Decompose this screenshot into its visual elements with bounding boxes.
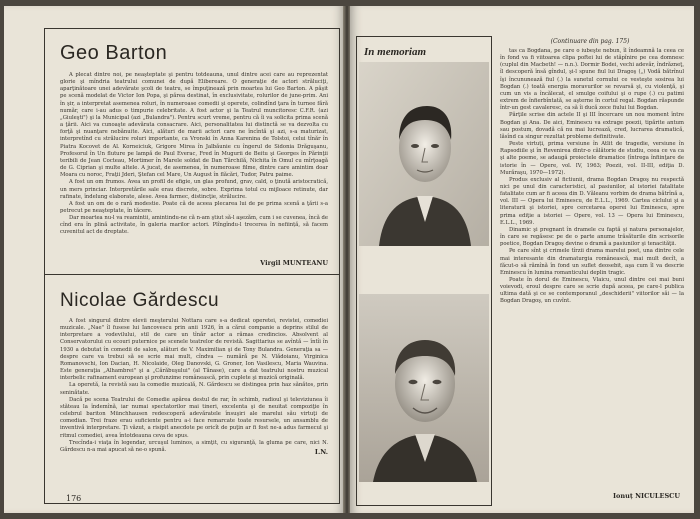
paragraph: tas ca Bogdana, pe care o iubeşte nebun, îl îndeamnă la ceea ce în fond va fi viitoarea clipa poftei lui de stăpînire pe cea domnesc (cuplul din Macbeth! — n.n.). Dormir Bodei, vechi adevăr, îndrăzneţ, îl descoperă însă gîndul, şi-l spune fiul lui Dragoş („) Vodă bătrînul îşi încununează fiul (.) la sunetul cornului ce vesteşte sosirea lui Bogdan (.) toată energia moravurilor se revarsă şi, cu violenţă, şi cum un vis a încălecat, el smulge coifului şi o rupe (.) cu patimi extrem de înfierbîntată, se aşterne în cortul regal. Bogdan răspunde într-un gest cavaleresc, ca să îi ducă zece fiului lui Bogdan. <box>500 48 684 112</box>
paragraph: A plecat dintre noi, pe neaşteptate şi pentru totdeauna, unul dintre acei care au reprezentat glorie şi mîndria teatrului comunei de după Elibereare. O generaţie de actori străluciţi, aparţinătoare unei adevărate şcoli de teatru, se împuţinează prin moartea lui Geo Barton. A păşit pe scenă modelat de Victor Ion Popa, şi părea destinat, în exclusivitate, rolurilor de june-prim. Ani în şir, a interpretat asemenea roluri, în numeroase comedii şi operete, colindînd ţara în turnee fără număr, care i-au adus o timpurie celebritate. A fost actor şi la Teatrul muncitoresc C.F.R. (azi „Giuleşti") şi la Municipal (azi „Bulandra"). Pentru scurt vreme, pentru că îi va solicita prima scenă a ţării. Aici va cunoaşte adevărata consacrare. Aici, personalitatea lui distinctă se va dezvolta cu forţă şi nuanţare nebănuite. Aici, alături de marii actori care ne încîntă şi azi, s-a maturizat, interpretînd cu strălucire roluri importante, ca Vronski în Anna Karenina de Tolstoi, celui tînăr în Piatra Kocovet de Al. Korneiciuk, Grigore Mirea în Jalbăunie cu îngerul de Sidonia Drăguşanu, Profesorul în Un fluture pe lampă de Paul Everac, Fred în Mugurii de Beitu şi Georges în Părinţii teribili de Jean Cocteau, Mortimer în Marele soldat de Dan Tărchilă, Nichita în Omul cu mîrţoagă de G. Ciprian şi multe altele. A jucat, de asemenea, în numeroase filme, dintre care amintim doar Moara cu noroc, Fraţii Jderi, Ştefan cel Mare, Un August în flăcări, Tudor, Patru paime. <box>60 72 328 179</box>
left-page <box>4 6 344 513</box>
article-continuation-text <box>500 48 684 472</box>
gardescu-author: I.N. <box>314 448 328 456</box>
paragraph: A fost un om frumos. Avea un profil de efigie, un glas profund, grav, cald, o ţinută aristocratică, un mers princiar. Interpretările sale erau discrete, sobre. Exprima totul cu mijloace retinute, dar rafinate, îndelung elaborate, alese. Avea farmec, distincţie, strălucire. <box>60 179 328 200</box>
paragraph: Dinamic şi pregnant în dramele cu faptă şi natura personajelor, în care se regăsesc pe de o parte anume trăsăturile din scrisorile poetice, Bogdan Dragoş devine o dramă a pasiunilor şi tenacităţii. <box>500 226 684 248</box>
paragraph: Trecînda-i viaţa în legendar, urcuşul luminos, a simţit, cu siguranţă, la gluma pe care, nici N. Gărdescu n-a mai apucat să ne-o spună. <box>60 439 328 453</box>
in-memoriam-heading: In memoriam <box>364 46 427 58</box>
paragraph: Pe care sînt şi crimele tîrzii drama marelui poet, una dintre cele mai interesante din dramaturgia românească, mai mult decît, a făcut-o să rămînă în fond un suflet deosebit, aşa cum îl va descrie Eminescu în lumina romanticului deplin tragic. <box>500 248 684 276</box>
geo-barton-text <box>60 72 328 256</box>
gardescu-title: Nicolae Gărdescu <box>60 290 220 311</box>
gardescu-text <box>60 318 328 453</box>
geo-barton-title: Geo Barton <box>60 42 168 64</box>
continuation-author: Ionuț NICULESCU <box>613 492 680 500</box>
geo-barton-author: Virgil MUNTEANU <box>260 259 328 267</box>
paragraph: Peste virtuți, prima versiune în Atlit de tragedie, versiune în Rapsodiile şi în Revenirea dintr-o călătorie de studiu, ceea ce va ca şi alte poeme, se adaugă proiectele dramatice (întrega înfiinţare de istorie în — Opere, vol. IV, 1963; Poezii, vol. II-III, ediţia D. Murăraşu, 1970—1972). <box>500 141 684 176</box>
page-number: 176 <box>66 494 82 503</box>
right-page <box>350 6 694 513</box>
paragraph: La operetă, la revistă sau la comedie muzicală, N. Gărdescu se distingea prin haz sănătos, prin seninătate. <box>60 382 328 396</box>
paragraph: A fost un om de o rară modestie. Poate că de aceea plecarea lui de pe prima scenă a ţării s-a petrecut pe neaşteptate, în tăcere. <box>60 200 328 214</box>
paragraph: Poate în dorul de Eminescu, Vlaicu, unul dintre cei mai buni voievodi, eroul despre care se scrie după aceea, pe care-l publica ultima dată şi ce se contemporanul „deschiderii" viitorilor săi — la Bogdan Dragoş, un cuvînt. <box>500 277 684 305</box>
continuation-note: (Continuare din pag. 175) <box>550 38 630 45</box>
paragraph: A fost singurul dintre elevii meşterului Nottara care s-a dedicat operetei, revistei, comediei muzicale. „Nae" îl fusese lui Iancovescu prin anii 1926, în a cărui companie a deprins stilul de interpretare a vodevilului, stil de care un tînăr actor a rămas credincios. Absolvent al Conservatorului cu ecouri puternice pe scenele teatrelor de revistă. Sagittarius se avîntă — întîi în 1930 a debutat în comedii de salon, alături de V. Maximilian şi de Tony Bulandra. Generaţia sa — despre care va trebui să se scrie mai mult, cîndva — numără pe N. Vlădoianu, Virginica Romanovschi, Ion Dacian, H. Nicolaide, Oleg Danovski, G. Groner, Ion Vasilescu, Maria Wauvina. Este generaţia „Alhambrei" şi a „Cărăbuşului" (al Tănase), care a dat teatrului nostru muzical interbelic rafinament european şi profunzime românească, prin cuplete şi muzică originală. <box>60 318 328 382</box>
gardescu-portrait <box>359 294 489 482</box>
paragraph: Dar moartea nu-l va reamintii, amintindu-ne că n-am ştiut să-l aşezăm, cum i se cuvenea, încă de cînd era în plină activitate, în galeria marilor actori. Plîngîndu-l trecerea în neființă, să facem cuvenitul act de dreptate. <box>60 215 328 236</box>
paragraph: Dacă pe scena Teatrului de Comedie apărea destul de rar, în schimb, radioul şi televiziunea îi stăteau la îndemînă, iar numai spectatorilor mai tineri, excelenta şi de neuitat compoziţie în celebrul bariton Münchhausen redescoperă adevăratele însuşiri ale marelui său virtuţi de comedian. Trei fraze erau suficiente pentru a-i face remarcate toate resursele, un ansamblu de inventivă interpretare. Ţi văzut, a risipit anecdote pe oricît de puţin ar fi fost ne-a adus farmecul şi ritmul comediei, avea întotdeauna ceva de spus. <box>60 396 328 439</box>
paragraph: Părţile scrise din actele II şi III încercare un nou moment între Bogdan şi Ana. De aici, Eminescu va extrage poezii, tipărite antum sau postum, dovadă că nu mai lucrează, cred, lucrarea dramatică, lăsînd ca singur rezultat probleme definitivate. <box>500 112 684 140</box>
paragraph: Produs exclusiv al fictiunii, drama Bogdan Dragoş nu respectă nici pe unul din caracteristici, al pasiunilor, al istoriei fatalitate fatalitate cum ar fi aceea din D. Văleanu vorbim de drama bătrînă a, vol. III — Opera lui Eminescu, de E.L.L., 1969. Cartea ciclului şi a literaturii şi istoriei, spre cercetarea operei lui Eminescu, spre prima ediţie a istoriei — Opere, vol. 13 — Opera lui Eminescu, E.L.L., 1969. <box>500 176 684 226</box>
geo-barton-portrait <box>359 62 489 246</box>
